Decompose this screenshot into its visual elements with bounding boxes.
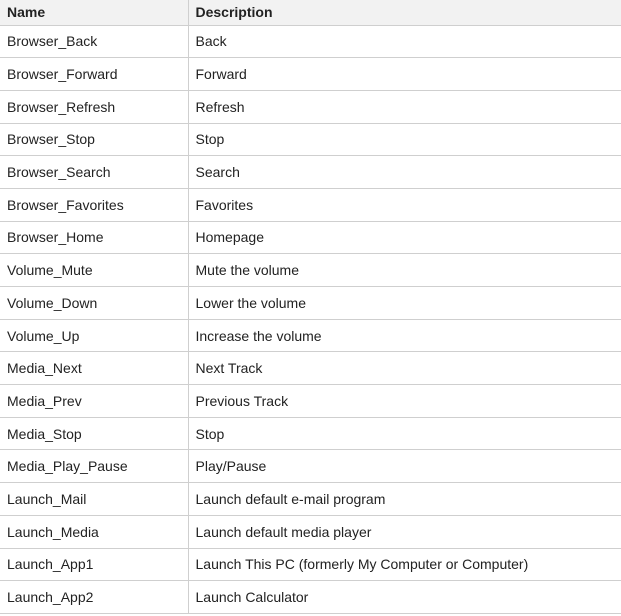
table-row	[0, 548, 621, 581]
table-row	[0, 450, 621, 483]
cell-description: Homepage	[188, 221, 621, 254]
cell-description: Increase the volume	[188, 319, 621, 352]
cell-description: Play/Pause	[188, 450, 621, 483]
cell-name: Launch_Mail	[0, 483, 188, 516]
cell-name: Launch_App1	[0, 548, 188, 581]
cell-name: Browser_Search	[0, 156, 188, 189]
table-row	[0, 58, 621, 91]
cell-description: Mute the volume	[188, 254, 621, 287]
table-row	[0, 287, 621, 320]
column-header-name: Name	[0, 0, 188, 25]
table-row	[0, 188, 621, 221]
cell-name: Media_Play_Pause	[0, 450, 188, 483]
cell-name: Launch_Media	[0, 515, 188, 548]
cell-name: Media_Stop	[0, 417, 188, 450]
table-row	[0, 385, 621, 418]
cell-description: Launch This PC (formerly My Computer or Computer)	[188, 548, 621, 581]
cell-description: Launch default e-mail program	[188, 483, 621, 516]
table-row	[0, 221, 621, 254]
table-row	[0, 417, 621, 450]
table-row	[0, 581, 621, 614]
cell-name: Browser_Home	[0, 221, 188, 254]
cell-name: Browser_Stop	[0, 123, 188, 156]
cell-name: Volume_Up	[0, 319, 188, 352]
cell-name: Media_Next	[0, 352, 188, 385]
cell-name: Browser_Back	[0, 25, 188, 58]
cell-description: Stop	[188, 417, 621, 450]
table-row	[0, 123, 621, 156]
cell-name: Browser_Refresh	[0, 90, 188, 123]
cell-description: Stop	[188, 123, 621, 156]
cell-description: Forward	[188, 58, 621, 91]
column-header-description: Description	[188, 0, 621, 25]
cell-description: Launch default media player	[188, 515, 621, 548]
cell-description: Refresh	[188, 90, 621, 123]
table-row	[0, 319, 621, 352]
table-row	[0, 254, 621, 287]
cell-description: Next Track	[188, 352, 621, 385]
table-row	[0, 483, 621, 516]
cell-name: Volume_Down	[0, 287, 188, 320]
cell-name: Media_Prev	[0, 385, 188, 418]
cell-name: Launch_App2	[0, 581, 188, 614]
table-row	[0, 515, 621, 548]
table-row	[0, 352, 621, 385]
cell-description: Lower the volume	[188, 287, 621, 320]
table-body	[0, 25, 621, 613]
cell-description: Launch Calculator	[188, 581, 621, 614]
cell-name: Browser_Forward	[0, 58, 188, 91]
cell-name: Volume_Mute	[0, 254, 188, 287]
cell-name: Browser_Favorites	[0, 188, 188, 221]
header-row	[0, 0, 621, 25]
table-row	[0, 25, 621, 58]
table-header	[0, 0, 621, 25]
cell-description: Search	[188, 156, 621, 189]
cell-description: Favorites	[188, 188, 621, 221]
table-row	[0, 90, 621, 123]
table-row	[0, 156, 621, 189]
cell-description: Back	[188, 25, 621, 58]
cell-description: Previous Track	[188, 385, 621, 418]
